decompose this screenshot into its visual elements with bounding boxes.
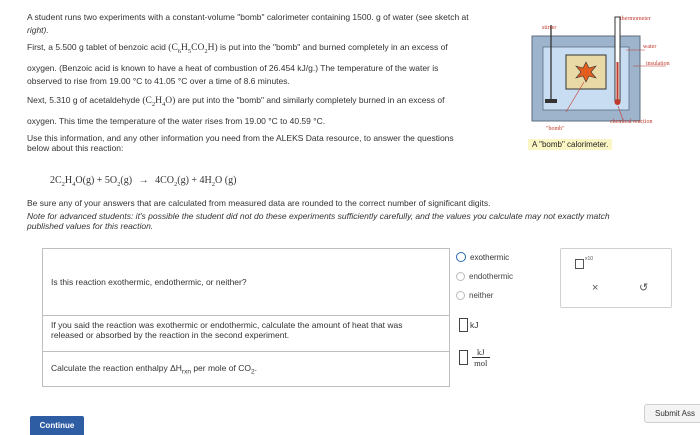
use-info-text bbox=[27, 133, 527, 153]
acetaldehyde-formula: $(C_2H_4O)$ bbox=[142, 96, 176, 108]
diagram-caption: A "bomb" calorimeter. bbox=[528, 139, 612, 150]
first-intro: First, a 5.500 g tablet of benzoic acid bbox=[27, 42, 166, 52]
thermometer-label: thermometer bbox=[620, 16, 651, 22]
question-2-label: If you said the reaction was exothermic or endothermic, calculate the amount of heat that was released or absorbed by the reaction in the second experiment. bbox=[51, 320, 403, 340]
intro-text bbox=[27, 11, 537, 37]
enthalpy-unit: kJ mol bbox=[472, 347, 490, 368]
option-endothermic[interactable]: endothermic bbox=[456, 272, 513, 281]
advanced-note-line-1: Note for advanced students: it's possible the student did not do these experiments sufficiently carefully, and the values you calculate may not exactly match bbox=[27, 211, 610, 221]
reaction-arrow: → bbox=[138, 175, 149, 186]
clear-button[interactable]: × bbox=[592, 282, 599, 294]
insulation-label: insulation bbox=[646, 61, 670, 67]
question-3-label: Calculate the reaction enthalpy $\Delta H_{rxn}$ per mole of $CO_2$. bbox=[51, 363, 257, 376]
use-line-1: Use this information, and any other information you need from the ALEKS Data resource, to answer the questions bbox=[27, 133, 454, 143]
enthalpy-answer bbox=[459, 347, 490, 368]
reaction-equation: $2C_2H_4O(g) + 5O_2(g) \to 4CO_2(g) + 4H_2O$ (g) bbox=[50, 175, 237, 188]
next-intro: Next, 5.310 g of acetaldehyde bbox=[27, 95, 140, 105]
first-experiment-text bbox=[27, 41, 537, 88]
sig-figs-note: Be sure any of your answers that are calculated from measured data are rounded to the correct number of significant digits. bbox=[27, 198, 491, 208]
heat-input[interactable] bbox=[459, 318, 468, 332]
submit-assignment-button[interactable]: Submit Ass bbox=[644, 404, 700, 423]
question-row-1 bbox=[43, 249, 449, 316]
question-row-2 bbox=[43, 316, 449, 352]
stirrer-label: stirrer bbox=[542, 25, 557, 31]
first-intro-cont: is put into the "bomb" and burned completely in an excess of bbox=[220, 42, 448, 52]
first-line-2: oxygen. (Benzoic acid is known to have a heat of combustion of 26.454 kJ/g.) The temperature of the water is bbox=[27, 62, 439, 73]
heat-answer bbox=[459, 318, 479, 332]
chemical-reaction-label: chemical reaction bbox=[610, 119, 653, 125]
intro-line-2: right). bbox=[27, 25, 49, 35]
water-label: water bbox=[643, 44, 657, 50]
radio-circle-icon bbox=[456, 252, 466, 262]
radio-circle-icon bbox=[456, 291, 465, 300]
enthalpy-input[interactable] bbox=[459, 350, 468, 365]
first-line-3: observed to rise from 19.00 °C to 41.05 °C over a time of 8.6 minutes. bbox=[27, 75, 290, 86]
continue-button[interactable]: Continue bbox=[30, 416, 84, 435]
advanced-note-line-2: published values for this reaction. bbox=[27, 221, 154, 231]
next-intro-cont: are put into the "bomb" and similarly completely burned in an excess of bbox=[177, 95, 445, 105]
answer-tools-panel bbox=[560, 248, 672, 308]
bomb-calorimeter-diagram bbox=[528, 2, 700, 152]
benzoic-acid-formula: $(C_6H_5CO_2H)$ bbox=[168, 43, 218, 55]
q1-options bbox=[456, 252, 513, 300]
heat-unit: kJ bbox=[470, 320, 479, 330]
advanced-note bbox=[27, 211, 687, 231]
option-exothermic[interactable]: exothermic bbox=[456, 252, 513, 262]
radio-circle-icon bbox=[456, 272, 465, 281]
bomb-label: "bomb" bbox=[546, 126, 565, 132]
second-experiment-text bbox=[27, 94, 537, 128]
intro-line-1: A student runs two experiments with a constant-volume "bomb" calorimeter containing 1500. g of water (see sketch at bbox=[27, 12, 469, 22]
use-line-2: below about this reaction: bbox=[27, 143, 124, 153]
next-line-2: oxygen. This time the temperature of the water rises from 19.00 °C to 40.59 °C. bbox=[27, 115, 326, 126]
scientific-notation-button[interactable] bbox=[575, 256, 595, 269]
question-1-label: Is this reaction exothermic, endothermic, or neither? bbox=[51, 277, 247, 287]
scientific-notation-label: x10 bbox=[585, 256, 594, 262]
option-neither[interactable]: neither bbox=[456, 291, 513, 300]
question-table bbox=[42, 248, 450, 387]
question-row-3 bbox=[43, 352, 449, 386]
undo-icon[interactable]: ↺ bbox=[639, 282, 649, 294]
